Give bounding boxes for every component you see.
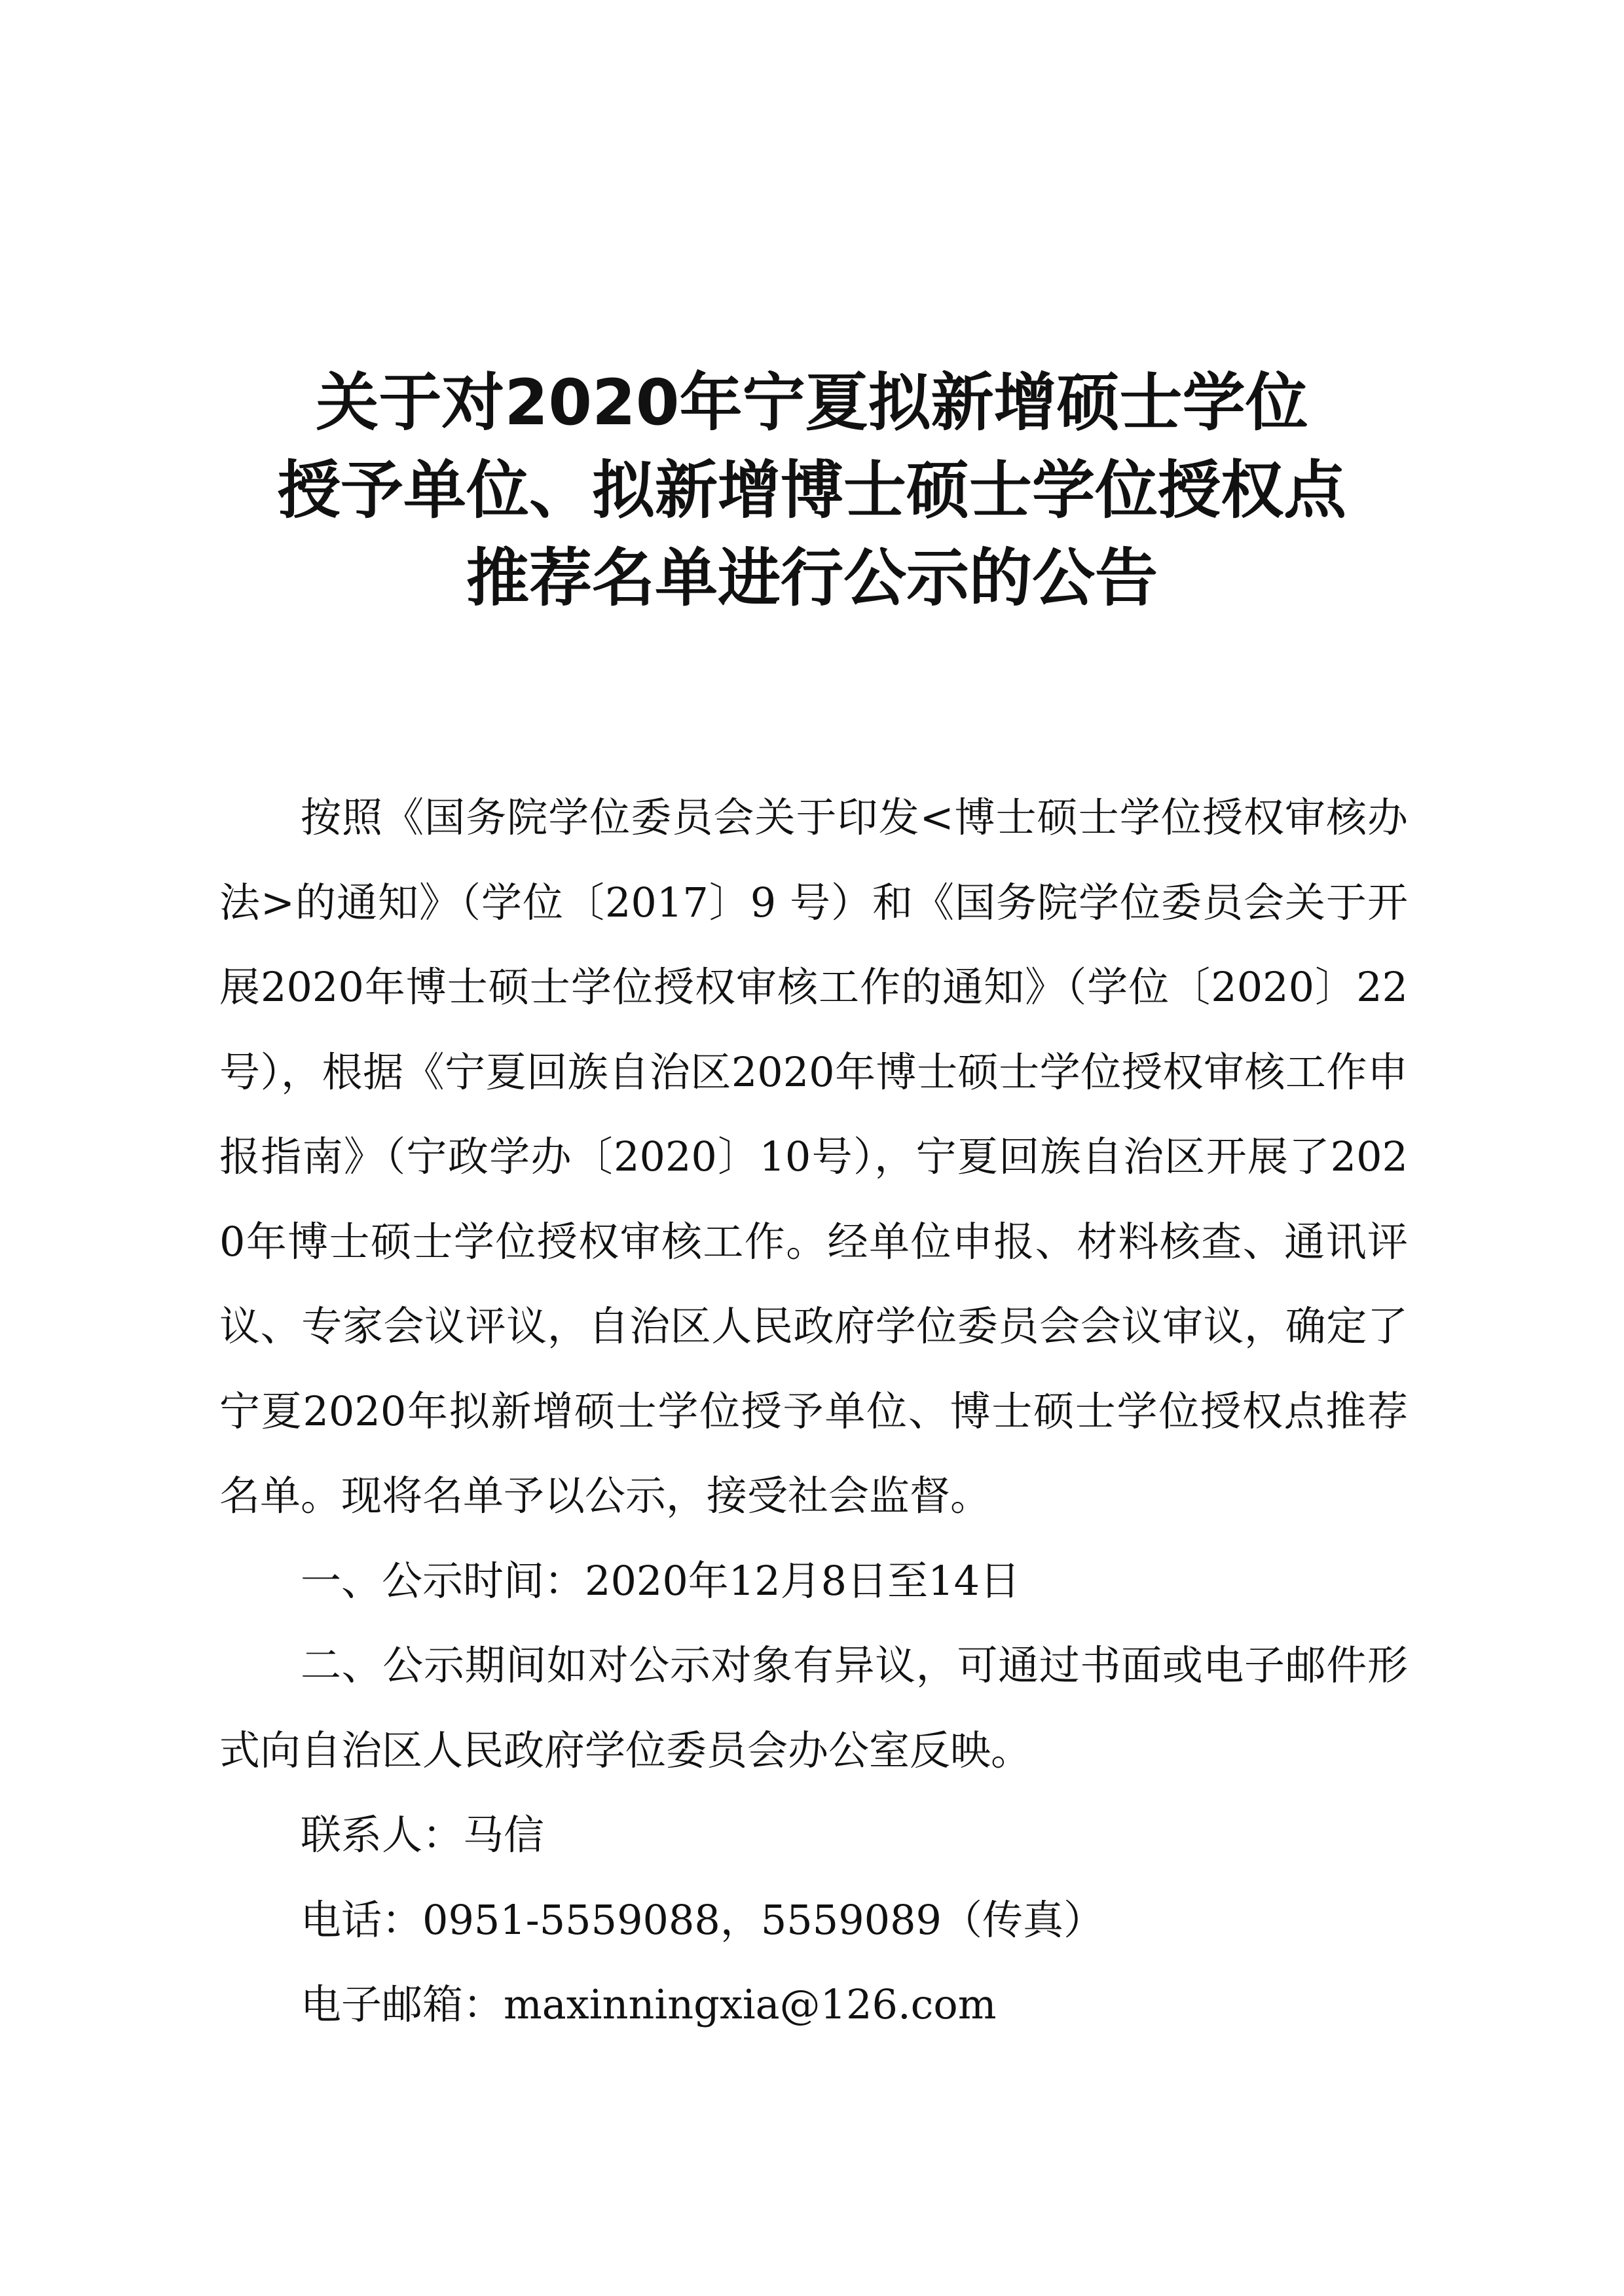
contact-person: 联系人：马信 — [301, 1811, 545, 1859]
contact-phone: 电话：0951-5559088，5559089（传真） — [301, 1895, 1104, 1944]
document-body — [219, 775, 1408, 2047]
title-line-3: 推荐名单进行公示的公告 — [466, 541, 1158, 615]
announcement-period: 一、公示时间：2020年12月8日至14日 — [301, 1556, 1021, 1605]
contact-email: 电子邮箱：maxinningxia@126.com — [301, 1980, 997, 2028]
title-line-2: 授予单位、拟新增博士硕士学位授权点 — [278, 454, 1346, 527]
page-title — [0, 359, 1624, 622]
title-line-1: 关于对2020年宁夏拟新增硕士学位 — [316, 366, 1308, 439]
intro-paragraph: 按照《国务院学位委员会关于印发<博士硕士学位授权审核办法>的通知》（学位〔2017〕9 号）和《国务院学位委员会关于开展2020年博士硕士学位授权审核工作的通知》（学位〔2020〕22号），根据《宁夏回族自治区2020年博士硕士学位授权审核工作申报指南》（宁政学办〔2020〕10号），宁夏回族自治区开展了2020年博士硕士学位授权审核工作。经单位申报、材料核查、通讯评议、专家会议评议，自治区人民政府学位委员会会议审议，确定了宁夏2020年拟新增硕士学位授予单位、博士硕士学位授权点推荐名单。现将名单予以公示，接受社会监督。 — [219, 793, 1408, 1520]
objection-instructions: 二、公示期间如对公示对象有异议，可通过书面或电子邮件形式向自治区人民政府学位委员会办公室反映。 — [219, 1641, 1408, 1774]
